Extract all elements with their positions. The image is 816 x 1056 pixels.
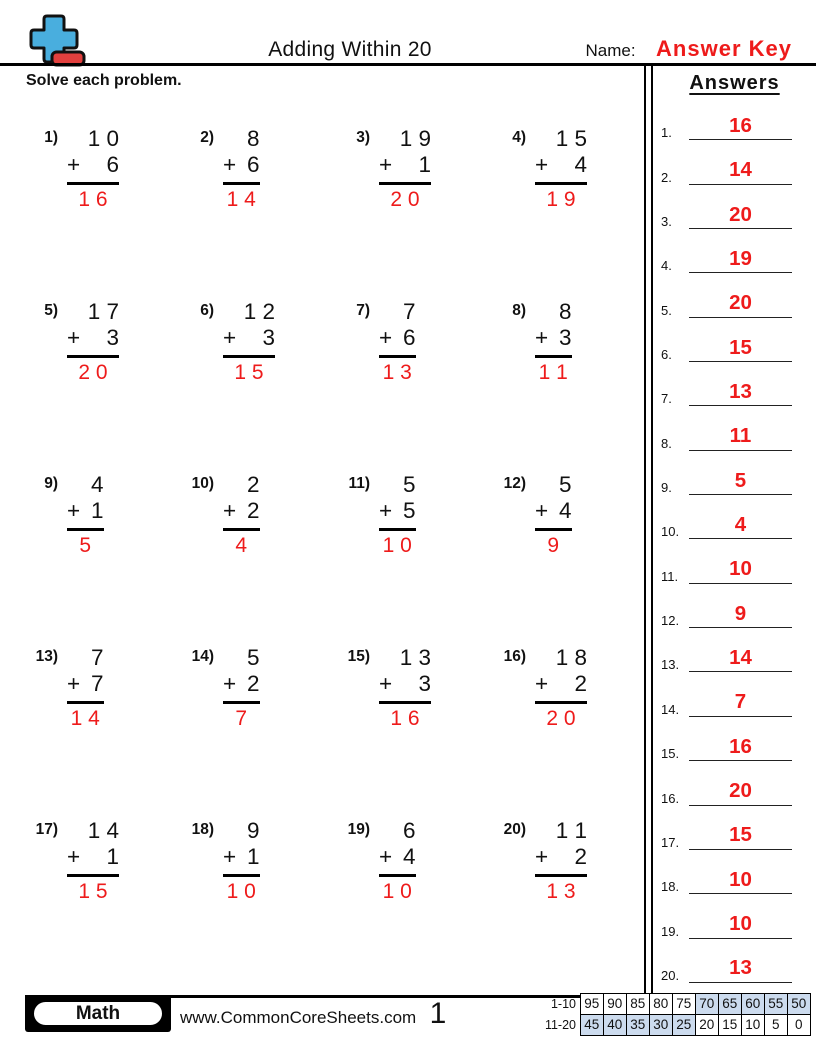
problem-work bbox=[67, 818, 119, 904]
math-badge bbox=[25, 995, 171, 1032]
answer-row bbox=[653, 717, 816, 761]
sum-rule-row bbox=[223, 671, 260, 704]
score-cell: 85 bbox=[626, 993, 651, 1015]
bottom-operand: 1 bbox=[418, 151, 431, 177]
answer-value: 19 bbox=[729, 246, 752, 270]
bottom-operand: 4 bbox=[558, 497, 572, 523]
problem-number: 1) bbox=[44, 129, 58, 146]
sum-rule-row bbox=[67, 325, 119, 358]
problem-answer: 1 3 bbox=[382, 360, 412, 384]
answer-row bbox=[653, 318, 816, 362]
bottom-operand: 6 bbox=[106, 151, 119, 177]
answer-line bbox=[689, 335, 792, 363]
answer-row bbox=[653, 939, 816, 983]
problem-cell bbox=[338, 126, 494, 299]
answer-number: 15. bbox=[661, 746, 680, 762]
answer-line bbox=[689, 734, 792, 762]
sum-rule-row bbox=[379, 498, 416, 531]
bottom-operand: 6 bbox=[246, 151, 260, 177]
score-cell: 40 bbox=[603, 1014, 628, 1036]
plus-sign: + bbox=[223, 324, 237, 350]
answer-number: 9. bbox=[661, 480, 672, 496]
problem-number: 12) bbox=[503, 475, 526, 492]
top-operand: 1 5 bbox=[555, 126, 587, 151]
problem-number: 10) bbox=[191, 475, 214, 492]
answer-value: 20 bbox=[729, 779, 752, 802]
answer-value: 14 bbox=[729, 645, 752, 669]
problem-number: 14) bbox=[191, 648, 214, 665]
plus-sign: + bbox=[535, 843, 549, 869]
sum-rule-row bbox=[67, 498, 104, 531]
top-operand: 7 bbox=[402, 299, 416, 324]
plus-sign: + bbox=[67, 151, 81, 177]
answer-line bbox=[689, 246, 792, 274]
answer-value: 16 bbox=[729, 113, 752, 137]
answer-value: 10 bbox=[729, 912, 752, 936]
sum-rule-row bbox=[67, 671, 104, 704]
header bbox=[0, 0, 816, 66]
answer-number: 1. bbox=[661, 125, 672, 141]
problem-cell bbox=[26, 472, 182, 645]
top-operand: 8 bbox=[558, 299, 572, 324]
footer bbox=[0, 995, 816, 1056]
sum-rule-row bbox=[535, 152, 587, 185]
answer-value: 16 bbox=[729, 734, 752, 758]
bottom-operand: 3 bbox=[418, 670, 431, 696]
answer-row bbox=[653, 495, 816, 539]
bottom-operand: 3 bbox=[106, 324, 119, 350]
answer-line bbox=[689, 601, 792, 629]
problem-answer: 1 5 bbox=[234, 360, 264, 384]
top-operand: 4 bbox=[90, 472, 104, 497]
instruction-text: Solve each problem. bbox=[26, 72, 182, 89]
plus-sign: + bbox=[379, 151, 393, 177]
problem-cell bbox=[338, 299, 494, 472]
problem-answer: 7 bbox=[235, 706, 248, 730]
problem-work bbox=[67, 472, 104, 558]
problem-cell bbox=[494, 126, 650, 299]
answer-row bbox=[653, 584, 816, 628]
answer-line bbox=[689, 426, 792, 451]
top-operand: 6 bbox=[402, 818, 416, 843]
problem-work bbox=[379, 645, 431, 731]
problem-work bbox=[223, 299, 275, 385]
answer-row bbox=[653, 761, 816, 805]
score-cell: 15 bbox=[718, 1014, 743, 1036]
problem-work bbox=[379, 472, 416, 558]
plus-sign: + bbox=[67, 843, 81, 869]
problems-grid bbox=[0, 126, 644, 991]
answer-line bbox=[689, 645, 792, 673]
score-cell: 70 bbox=[695, 993, 720, 1015]
bottom-operand: 7 bbox=[90, 670, 104, 696]
answer-number: 13. bbox=[661, 657, 680, 673]
problem-answer: 1 4 bbox=[226, 187, 256, 211]
score-cell: 45 bbox=[580, 1014, 605, 1036]
problem-answer: 1 9 bbox=[546, 187, 576, 211]
problem-work bbox=[535, 299, 572, 385]
bottom-operand: 2 bbox=[246, 497, 260, 523]
problem-cell bbox=[182, 818, 338, 991]
problem-answer: 1 6 bbox=[390, 706, 420, 730]
answer-line bbox=[689, 202, 792, 230]
problem-work bbox=[223, 818, 260, 904]
answer-number: 16. bbox=[661, 790, 680, 806]
problem-cell bbox=[338, 818, 494, 991]
answer-number: 8. bbox=[661, 435, 672, 451]
answer-number: 11. bbox=[661, 568, 679, 584]
website-url: www.CommonCoreSheets.com bbox=[180, 1008, 417, 1027]
problems-column bbox=[0, 66, 644, 995]
problem-number: 6) bbox=[200, 302, 214, 319]
problem-answer: 1 6 bbox=[78, 187, 108, 211]
problem-cell bbox=[182, 645, 338, 818]
problem-number: 5) bbox=[44, 302, 58, 319]
problem-number: 18) bbox=[191, 821, 214, 838]
score-row bbox=[531, 1014, 811, 1036]
answer-line bbox=[689, 825, 792, 850]
answer-row bbox=[653, 894, 816, 938]
plus-sign: + bbox=[535, 324, 549, 350]
score-cell: 50 bbox=[787, 993, 812, 1015]
top-operand: 5 bbox=[402, 472, 416, 497]
answer-line bbox=[689, 468, 792, 496]
answer-row bbox=[653, 850, 816, 894]
answer-line bbox=[689, 781, 792, 806]
answer-value: 15 bbox=[729, 823, 752, 847]
answer-row bbox=[653, 672, 816, 716]
problem-answer: 9 bbox=[547, 533, 560, 557]
sum-rule-row bbox=[223, 325, 275, 358]
answer-number: 7. bbox=[661, 391, 672, 407]
answer-row bbox=[653, 140, 816, 184]
sum-rule-row bbox=[67, 152, 119, 185]
page-number: 1 bbox=[429, 997, 447, 1030]
answer-value: 4 bbox=[734, 512, 747, 536]
problem-cell bbox=[26, 818, 182, 991]
score-row bbox=[531, 993, 811, 1015]
sum-rule-row bbox=[223, 498, 260, 531]
problem-cell bbox=[26, 299, 182, 472]
problem-work bbox=[535, 818, 587, 904]
plus-sign: + bbox=[535, 151, 549, 177]
answer-value: 7 bbox=[734, 690, 747, 714]
answer-line bbox=[689, 914, 792, 939]
answer-row bbox=[653, 96, 816, 140]
answer-number: 12. bbox=[661, 613, 680, 629]
problem-number: 16) bbox=[503, 648, 526, 665]
problem-answer: 1 4 bbox=[70, 706, 100, 730]
score-cell: 20 bbox=[695, 1014, 720, 1036]
top-operand: 8 bbox=[246, 126, 260, 151]
problem-number: 9) bbox=[44, 475, 58, 492]
problem-cell bbox=[338, 645, 494, 818]
score-cell: 60 bbox=[741, 993, 766, 1015]
score-cell: 0 bbox=[787, 1014, 812, 1036]
answer-value: 5 bbox=[734, 468, 747, 492]
sum-rule-row bbox=[535, 844, 587, 877]
answer-line bbox=[689, 293, 792, 318]
problem-number: 11) bbox=[348, 475, 370, 492]
plus-sign: + bbox=[223, 151, 237, 177]
top-operand: 1 4 bbox=[87, 818, 119, 843]
top-operand: 1 8 bbox=[555, 645, 587, 670]
problem-answer: 1 0 bbox=[382, 879, 412, 903]
bottom-operand: 4 bbox=[402, 843, 416, 869]
answer-value: 10 bbox=[729, 557, 752, 581]
answer-number: 5. bbox=[661, 302, 672, 318]
plus-sign: + bbox=[67, 324, 81, 350]
answer-row bbox=[653, 628, 816, 672]
problem-work bbox=[379, 126, 431, 212]
plus-minus-icon bbox=[22, 14, 88, 68]
answers-list bbox=[653, 96, 816, 983]
plus-sign: + bbox=[535, 497, 549, 523]
answer-row bbox=[653, 229, 816, 273]
problem-answer: 5 bbox=[79, 533, 92, 557]
answer-number: 17. bbox=[661, 834, 680, 850]
problem-answer: 1 0 bbox=[382, 533, 412, 557]
problem-answer: 1 5 bbox=[78, 879, 108, 903]
score-cell: 30 bbox=[649, 1014, 674, 1036]
answer-value: 20 bbox=[729, 202, 752, 226]
answer-value: 9 bbox=[734, 601, 747, 625]
page-title: Adding Within 20 bbox=[268, 38, 432, 61]
bottom-operand: 6 bbox=[402, 324, 416, 350]
bottom-operand: 3 bbox=[558, 324, 572, 350]
top-operand: 7 bbox=[90, 645, 104, 670]
answers-divider bbox=[644, 66, 653, 995]
problem-cell bbox=[182, 299, 338, 472]
bottom-operand: 3 bbox=[262, 324, 275, 350]
name-area bbox=[586, 36, 792, 62]
problem-number: 4) bbox=[512, 129, 526, 146]
problem-work bbox=[535, 126, 587, 212]
problem-work bbox=[379, 818, 416, 904]
top-operand: 5 bbox=[246, 645, 260, 670]
plus-sign: + bbox=[379, 324, 393, 350]
answer-line bbox=[689, 512, 792, 540]
plus-sign: + bbox=[223, 843, 237, 869]
bottom-operand: 4 bbox=[574, 151, 587, 177]
problem-answer: 2 0 bbox=[546, 706, 576, 730]
problem-work bbox=[223, 645, 260, 731]
subject-label: Math bbox=[32, 1000, 164, 1027]
answer-number: 4. bbox=[661, 258, 672, 274]
main-content bbox=[0, 66, 816, 995]
header-divider bbox=[0, 63, 816, 66]
sum-rule-row bbox=[223, 152, 260, 185]
answers-title: Answers bbox=[689, 72, 780, 94]
bottom-operand: 1 bbox=[246, 843, 260, 869]
top-operand: 1 1 bbox=[555, 818, 587, 843]
top-operand: 5 bbox=[558, 472, 572, 497]
plus-sign: + bbox=[379, 497, 393, 523]
bottom-operand: 2 bbox=[574, 670, 587, 696]
problem-number: 19) bbox=[347, 821, 370, 838]
answer-line bbox=[689, 379, 792, 407]
score-cell: 65 bbox=[718, 993, 743, 1015]
bottom-operand: 1 bbox=[106, 843, 119, 869]
answer-value: 14 bbox=[729, 158, 752, 182]
answer-number: 18. bbox=[661, 879, 680, 895]
score-cell: 5 bbox=[764, 1014, 789, 1036]
problem-answer: 2 0 bbox=[78, 360, 108, 384]
plus-sign: + bbox=[67, 497, 81, 523]
problem-cell bbox=[182, 472, 338, 645]
score-cell: 10 bbox=[741, 1014, 766, 1036]
problem-cell bbox=[494, 645, 650, 818]
sum-rule-row bbox=[535, 671, 587, 704]
problem-number: 2) bbox=[200, 129, 214, 146]
answer-number: 19. bbox=[661, 923, 680, 939]
answer-number: 20. bbox=[661, 967, 680, 983]
problem-answer: 1 1 bbox=[538, 360, 568, 384]
problem-answer: 2 0 bbox=[390, 187, 420, 211]
sum-rule-row bbox=[535, 498, 572, 531]
sum-rule-row bbox=[379, 152, 431, 185]
score-table bbox=[531, 993, 811, 1036]
problem-number: 17) bbox=[35, 821, 58, 838]
answer-line bbox=[689, 867, 792, 895]
answer-row bbox=[653, 273, 816, 317]
problem-cell bbox=[494, 472, 650, 645]
bottom-operand: 5 bbox=[402, 497, 416, 523]
answer-line bbox=[689, 958, 792, 983]
problem-work bbox=[379, 299, 416, 385]
score-cell: 25 bbox=[672, 1014, 697, 1036]
answer-key-value: Answer Key bbox=[656, 36, 792, 61]
answer-number: 2. bbox=[661, 169, 672, 185]
name-label: Name: bbox=[585, 41, 636, 60]
problem-work bbox=[67, 126, 119, 212]
problem-number: 3) bbox=[356, 129, 370, 146]
top-operand: 1 0 bbox=[87, 126, 119, 151]
problem-work bbox=[67, 299, 119, 385]
answer-row bbox=[653, 539, 816, 583]
problem-answer: 1 0 bbox=[226, 879, 256, 903]
score-cell: 90 bbox=[603, 993, 628, 1015]
problem-cell bbox=[26, 645, 182, 818]
answer-row bbox=[653, 806, 816, 850]
answer-value: 10 bbox=[729, 867, 752, 891]
answer-number: 14. bbox=[661, 701, 680, 717]
answer-line bbox=[689, 692, 792, 717]
problem-number: 7) bbox=[356, 302, 370, 319]
plus-sign: + bbox=[379, 843, 393, 869]
answer-row bbox=[653, 406, 816, 450]
answer-number: 10. bbox=[661, 524, 680, 540]
problem-cell bbox=[182, 126, 338, 299]
answer-line bbox=[689, 160, 792, 185]
score-row-label: 1-10 bbox=[550, 997, 576, 1011]
answer-row bbox=[653, 185, 816, 229]
plus-sign: + bbox=[223, 670, 237, 696]
answer-value: 15 bbox=[729, 335, 752, 359]
problem-work bbox=[67, 645, 104, 731]
score-cell: 80 bbox=[649, 993, 674, 1015]
answer-line bbox=[689, 559, 792, 584]
answer-number: 6. bbox=[661, 347, 672, 363]
problem-cell bbox=[26, 126, 182, 299]
answer-value: 13 bbox=[729, 379, 752, 403]
top-operand: 1 3 bbox=[399, 645, 431, 670]
answer-row bbox=[653, 451, 816, 495]
answer-value: 13 bbox=[729, 956, 752, 980]
plus-sign: + bbox=[67, 670, 81, 696]
bottom-operand: 2 bbox=[574, 843, 587, 869]
sum-rule-row bbox=[379, 671, 431, 704]
problem-answer: 4 bbox=[235, 533, 248, 557]
sum-rule-row bbox=[379, 844, 416, 877]
score-cell: 75 bbox=[672, 993, 697, 1015]
problem-number: 20) bbox=[503, 821, 526, 838]
sum-rule-row bbox=[67, 844, 119, 877]
sum-rule-row bbox=[379, 325, 416, 358]
answer-line bbox=[689, 113, 792, 141]
problem-answer: 1 3 bbox=[546, 879, 576, 903]
score-row-label: 11-20 bbox=[544, 1017, 576, 1032]
top-operand: 1 2 bbox=[243, 299, 275, 324]
bottom-operand: 2 bbox=[246, 670, 260, 696]
plus-sign: + bbox=[535, 670, 549, 696]
problem-cell bbox=[494, 299, 650, 472]
answer-row bbox=[653, 362, 816, 406]
problem-work bbox=[223, 472, 260, 558]
plus-sign: + bbox=[379, 670, 393, 696]
answer-number: 3. bbox=[661, 214, 672, 230]
top-operand: 1 9 bbox=[399, 126, 431, 151]
answer-value: 11 bbox=[729, 424, 752, 448]
top-operand: 2 bbox=[246, 472, 260, 497]
problem-number: 13) bbox=[35, 648, 58, 665]
sum-rule-row bbox=[535, 325, 572, 358]
problem-work bbox=[535, 472, 572, 558]
top-operand: 1 7 bbox=[87, 299, 119, 324]
problem-cell bbox=[338, 472, 494, 645]
problem-work bbox=[223, 126, 260, 212]
top-operand: 9 bbox=[246, 818, 260, 843]
sum-rule-row bbox=[223, 844, 260, 877]
problem-cell bbox=[494, 818, 650, 991]
problem-number: 8) bbox=[512, 302, 526, 319]
score-cell: 95 bbox=[580, 993, 605, 1015]
problem-number: 15) bbox=[347, 648, 370, 665]
score-cell: 55 bbox=[764, 993, 789, 1015]
score-cell: 35 bbox=[626, 1014, 651, 1036]
problem-work bbox=[535, 645, 587, 731]
answer-value: 20 bbox=[729, 291, 752, 315]
bottom-operand: 1 bbox=[90, 497, 104, 523]
plus-sign: + bbox=[223, 497, 237, 523]
answers-panel bbox=[653, 66, 816, 995]
